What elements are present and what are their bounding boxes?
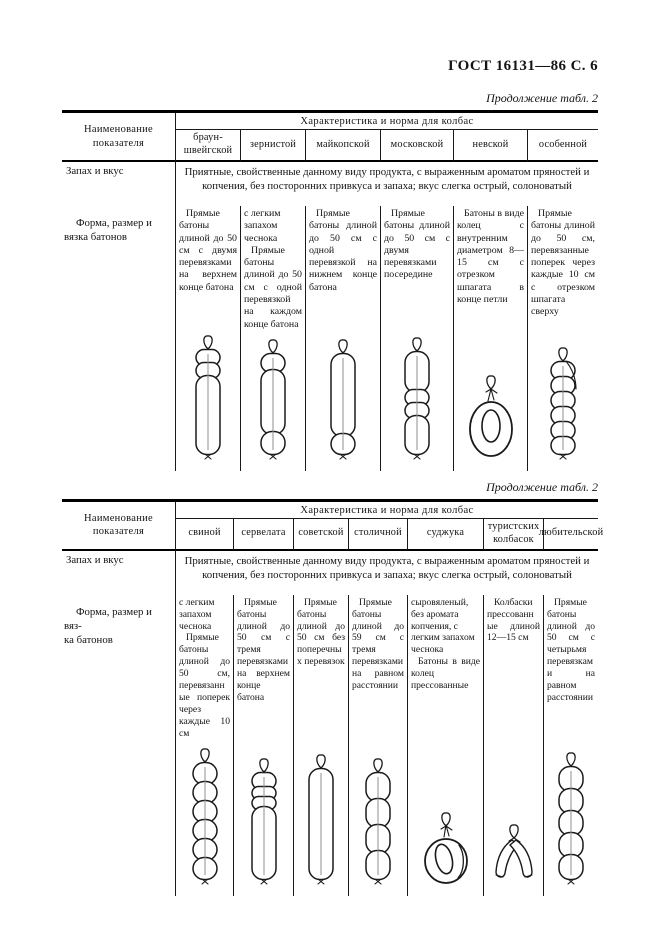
form-description: Прямые батоны длиной до 50 см с одной перевязкой на каждом конце батона — [244, 244, 302, 330]
form-row-label-line1: Форма, размер и вяз- — [64, 605, 152, 632]
column-header-3: майкопской — [305, 130, 380, 162]
smell-taste-row-label: Запах и вкус — [66, 165, 124, 177]
column-header-3: советской — [293, 519, 348, 551]
sausage-drawing-loaf-three-ties-even — [361, 750, 395, 888]
form-description: Прямые батоны длиной до 50 см с четырьмя перевязками на равном расстоянии — [547, 596, 595, 703]
form-description: Батоны в виде колец прессованные — [411, 656, 480, 692]
sausage-drawing-loaf-tie-bottom — [326, 331, 360, 463]
sausage-drawing-loaf-three-ties-top — [247, 750, 281, 888]
sausage-drawing-loaf-crosswise-10cm-6seg — [188, 740, 222, 888]
sausage-drawing-pressed-ring — [416, 804, 476, 888]
form-description: Прямые батоны длиной до 50 см с одной перевязкой на нижнем конце батона — [309, 208, 377, 293]
form-description: Прямые батоны длиной до 50 см с двумя перевязками на верхнем конце батона — [179, 208, 237, 293]
sausage-drawing-loaf-tie-each-end — [256, 331, 290, 463]
doc-number: ГОСТ 16131—86 С. 6 — [448, 58, 598, 74]
smell-taste-common-text: Приятные, свойственные данному виду продукта, с выраженным ароматом пряностей и копчения, без посторонних привкуса и запаха; вкус слегка острый, солоноватый — [175, 162, 598, 206]
sausage-drawing-loaf-plain — [304, 746, 338, 888]
column-header-4: столичной — [348, 519, 407, 551]
sausage-drawing-loaf-four-ties-even — [554, 744, 588, 888]
form-cell-2 — [240, 206, 305, 471]
form-cell-1 — [175, 595, 233, 896]
column-header-5: невской — [453, 130, 527, 162]
smell-note: с легким запахом чеснока — [179, 596, 215, 632]
table-characteristics-2 — [62, 499, 604, 896]
form-cell-3 — [293, 595, 348, 896]
column-header-6: туристских колбасок — [483, 519, 543, 551]
form-row-label-line2: вязка батонов — [64, 231, 128, 244]
group-header: Характеристика и норма для колбас — [175, 502, 598, 519]
form-description: Батоны в виде колец с внутренним диаметром 8—15 см с отрезком шпагата в конце петли — [457, 208, 524, 305]
form-cell-2 — [233, 595, 293, 896]
form-cell-7 — [543, 595, 598, 896]
column-header-6: особенной — [527, 130, 598, 162]
form-cell-5 — [407, 595, 483, 896]
table1-continuation-label: Продолжение табл. 2 — [486, 91, 598, 105]
form-cell-6 — [527, 206, 598, 471]
column-header-4: московской — [380, 130, 453, 162]
form-cell-4 — [380, 206, 453, 471]
column-header-5: суджука — [407, 519, 483, 551]
form-description: Колбаски прессованные длиной 12—15 см — [487, 596, 540, 644]
column-header-2: сервелата — [233, 519, 293, 551]
form-cell-1 — [175, 206, 240, 471]
table-characteristics-1 — [62, 110, 598, 471]
form-description: Прямые батоны длиной до 50 см с тремя перевязками на верхнем конце батона — [237, 596, 290, 703]
group-header: Характеристика и норма для колбас — [175, 113, 598, 130]
name-column-header: Наименование показателя — [62, 502, 175, 551]
form-cell-4 — [348, 595, 407, 896]
page-content — [62, 0, 604, 896]
table2-continuation-label: Продолжение табл. 2 — [486, 479, 598, 494]
form-description: Прямые батоны длиной до 50 см, перевязанные поперек через каждые 10 см с отрезком шпагата сверху — [531, 208, 595, 318]
form-size-row-label — [62, 595, 175, 896]
smell-taste-common-text: Приятные, свойственные данному виду продукта, с выраженным ароматом пряностей и копчения, без посторонних привкуса и запаха; вкус слегка острый, солоноватый — [175, 551, 598, 595]
form-row-label-line1: Форма, размер и — [76, 217, 152, 229]
column-header-1: свиной — [175, 519, 233, 551]
sausage-drawing-pressed-horseshoe — [486, 816, 542, 888]
form-description: Прямые батоны длиной до 50 см с двумя перевязками посередине — [384, 208, 450, 281]
form-description: Прямые батоны длиной до 50 см, перевязанные поперек через каждые 10 см — [179, 632, 230, 739]
form-cell-5 — [453, 206, 527, 471]
form-size-row-label — [62, 206, 175, 471]
form-cell-3 — [305, 206, 380, 471]
smell-note: с легким запахом чеснока — [244, 208, 281, 244]
name-column-header: Наименование показателя — [62, 113, 175, 162]
form-cell-6 — [483, 595, 543, 896]
form-description: Прямые батоны длиной до 59 см с тремя перевязками на равном расстоянии — [352, 596, 404, 692]
sausage-drawing-loaf-two-ties-top — [191, 327, 225, 463]
column-header-2: зернистой — [240, 130, 305, 162]
smell-note: сыровяленый, без аромата копчения, с легким запахом чеснока — [411, 596, 475, 656]
sausage-drawing-loaf-crosswise-10cm-string — [546, 339, 580, 463]
sausage-drawing-loaf-two-ties-middle — [400, 329, 434, 463]
sausage-drawing-ring-with-loop — [459, 367, 523, 463]
form-description: Прямые батоны длиной до 50 см без поперечных перевязок — [297, 596, 345, 668]
column-header-1: браун-швейгской — [175, 130, 240, 162]
column-header-7: любительской — [543, 519, 598, 551]
form-row-label-line2: ка батонов — [64, 633, 113, 646]
smell-taste-row-label: Запах и вкус — [66, 553, 124, 566]
